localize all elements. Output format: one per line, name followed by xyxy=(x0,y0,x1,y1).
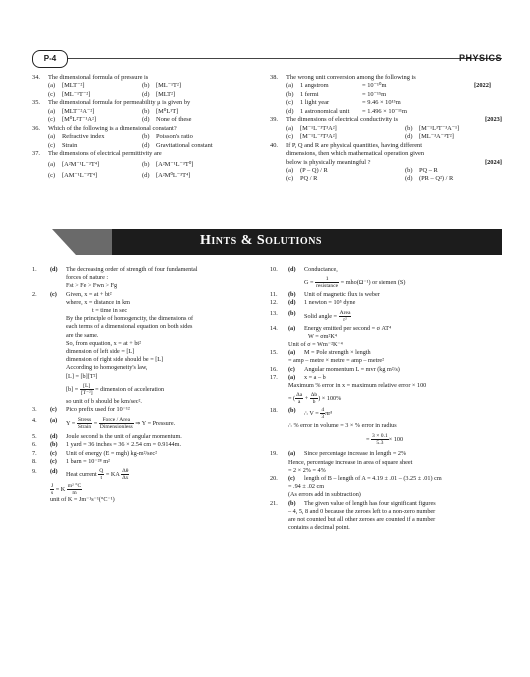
header-rule xyxy=(32,58,502,59)
question-40: 40. If P, Q and R are physical quantities, having different dimensions, then which mathematical operation given below is physically meaningful ? [2024] xyxy=(270,141,502,166)
solution-9: 9. (d) Heat current $\frac{Q}{t}$ = KA $\frac{\Delta\theta}{\Delta x}$ xyxy=(32,468,129,482)
solution-8: 8. (c) 1 barn = 10⁻²⁸ m² xyxy=(32,457,110,465)
question-37-options: (a) [A²M⁻¹L⁻³T⁴] (b) [A²M⁻¹L⁻³T⁰] (c) [AM⁻¹L⁻³T⁴] (d) [A²M⁰L⁻³T⁴] xyxy=(48,160,194,179)
solutions-right-column xyxy=(270,266,502,532)
solution-19: 19. (a) Since percentage increase in length = 2% xyxy=(270,450,407,458)
question-38: 38. The wrong unit conversion among the following is xyxy=(270,74,416,81)
solution-20-lines: = .94 ± .02 cm (As errors add in subtraction) xyxy=(288,483,361,499)
solution-17: 17. (a) x = a – b xyxy=(270,373,326,381)
question-36: 36. Which of the following is a dimensional constant? xyxy=(32,124,177,132)
question-35-options: (a) [MLT⁻²A⁻²] (b) [M⁰L¹T] (c) [M⁰L²T⁻¹A²] (d) None of these xyxy=(48,107,192,124)
solution-18-line2: ∴ % error in volume = 3 × % error in radius xyxy=(288,422,397,430)
solution-5: 5. (d) Joule second is the unit of angular momentum. xyxy=(32,433,182,441)
solution-11: 11. (b) Unit of magnetic flux is weber xyxy=(270,291,380,299)
solution-9-units: $\frac{J}{s}$ = K $\frac{\text{m² °C}}{m}$ unit of K = Jm⁻¹s⁻¹(°C⁻¹) xyxy=(50,483,115,504)
solution-18: 18. (b) ∴ V = $\frac{4}{3}$ πr³ xyxy=(270,407,333,421)
banner-wedge-decoration xyxy=(52,229,112,255)
solutions-banner-title: Hints & Solutions xyxy=(200,233,322,248)
page-number-badge: P-4 xyxy=(32,50,68,68)
solution-17-formula: = ( $\frac{\Delta a}{a}$ + $\frac{\Delta b}{b}$ ) × 100% xyxy=(288,392,342,406)
solution-14: 14. (a) Energy emitted per second = σ AT⁴ W = σm²K⁴ xyxy=(270,324,392,340)
question-39: 39. The dimensions of electrical conductivity is [2023] xyxy=(270,116,502,124)
solution-6: 6. (b) 1 yard = 36 inches = 36 × 2.54 cm = 0.9144m. xyxy=(32,441,182,449)
solution-12: 12. (d) 1 newton = 10⁵ dyne xyxy=(270,299,356,307)
acceleration-fraction: [b] = $\frac{[L]}{\text{[T⁻²]}}$ = dimension of acceleration xyxy=(66,382,165,396)
solution-15: 15. (a) M = Pole strength × length xyxy=(270,349,371,357)
question-35: 35. The dimensional formula for permeability μ is given by xyxy=(32,99,191,107)
solution-13: 13. (b) Solid angle = $\frac{\text{Area}}{\text{r²}}$ xyxy=(270,309,351,323)
question-39-options: (a) [M⁻¹L⁻³T³A²] (b) [M⁻¹L³T⁻³A⁻¹] (c) [M⁻¹L⁻³T³A²] (d) [ML⁻³A⁻³T²] xyxy=(286,124,460,141)
solution-18-formula: = $\frac{3 \times 0.1}{5.3}$ × 100 xyxy=(366,433,404,447)
solution-14-unit: Unit of σ = Wm⁻²K⁻⁴ xyxy=(288,341,343,349)
questions-left-column xyxy=(32,74,257,181)
solution-19-lines: Hence, percentage increase in area of square sheet = 2 × 2% = 4% xyxy=(288,458,413,474)
solution-15-line2: = amp – metre × metre = amp – metre² xyxy=(288,357,384,365)
question-34-options: (a) [MLT⁻²] (b) [ML⁻¹T²] (c) [ML⁻¹T⁻²] (d) [MLT²] xyxy=(48,82,181,98)
solution-21: 21. (b) The given value of length has four significant figures xyxy=(270,499,436,507)
solution-10: 10. (d) Conductance, G = $\frac{1}{\text{resistance}}$ = mho(Ω⁻¹) or siemen (S) xyxy=(270,266,406,290)
question-36-options: (a) Refractive index (b) Poisson's ratio (c) Strain (d) Gravitational constant xyxy=(48,133,213,149)
solution-20: 20. (c) length of B – length of A = 4.19 ± .01 – (3.25 ± .01) cm xyxy=(270,475,442,483)
solutions-left-column xyxy=(32,266,262,504)
solution-16: 16. (c) Angular momentum L = mvr (kg m²/s) xyxy=(270,365,400,373)
solution-1: 1. (d) The decreasing order of strength of four fundamental forces of nature : Fst > Fe > Fwn > Fg xyxy=(32,266,198,290)
question-40-options: (a) (P – Q) / R (b) PQ – R (c) PQ / R (d) (PR – Q²) / R xyxy=(286,166,454,183)
solution-17-line2: Maximum % error in x = maximum relative error × 100 xyxy=(288,382,427,390)
solution-7: 7. (c) Unit of energy (E = mgh) kg-m²/sec² xyxy=(32,449,157,457)
solution-4: 4. (a) Y = $\frac{\text{Stress}}{\text{Strain}}$ = $\frac{\text{Force / Area}}{\text{Dimensionless}}$ ⇒ Y = Pressure. xyxy=(32,417,176,431)
solution-3: 3. (c) Pico prefix used for 10⁻¹² xyxy=(32,406,130,414)
subject-title: PHYSICS xyxy=(458,53,502,63)
questions-right-column xyxy=(270,74,502,184)
question-34: 34. The dimensional formula of pressure is xyxy=(32,74,149,81)
solution-2: 2. (c) Given, x = at + bt² where, x = distance in km t = time in sec By the principle of homogencity, the dimensions of each terms of a dimensional equation on both sides are the same. So, from equation, x = at + bt² dimension of left side = [L] dimension of right side should be = [L] According to homogeneity's law, [L] = [b][T²] [b] = $\frac{[L]}{\text{[T⁻²]}}$ = dimension of acceleration so unit of b should be km/sec². xyxy=(32,291,262,406)
question-38-options: (a) 1 angstrom = 10⁻¹⁰m [2022] (b) 1 fermi = 10⁻¹⁵m (c) 1 light year = 9.46 × 10¹⁵m (d) 1 astronomical unit = 1.496 × 10⁻¹¹m xyxy=(286,82,492,115)
solution-21-lines: – 4, 5, 8 and 0 because the zeroes left to a non-zero number are not counted but all other zeroes are counted if a number contains a decimal point. xyxy=(288,507,436,532)
question-37: 37. The dimensions of electrical permittivity are xyxy=(32,150,162,158)
